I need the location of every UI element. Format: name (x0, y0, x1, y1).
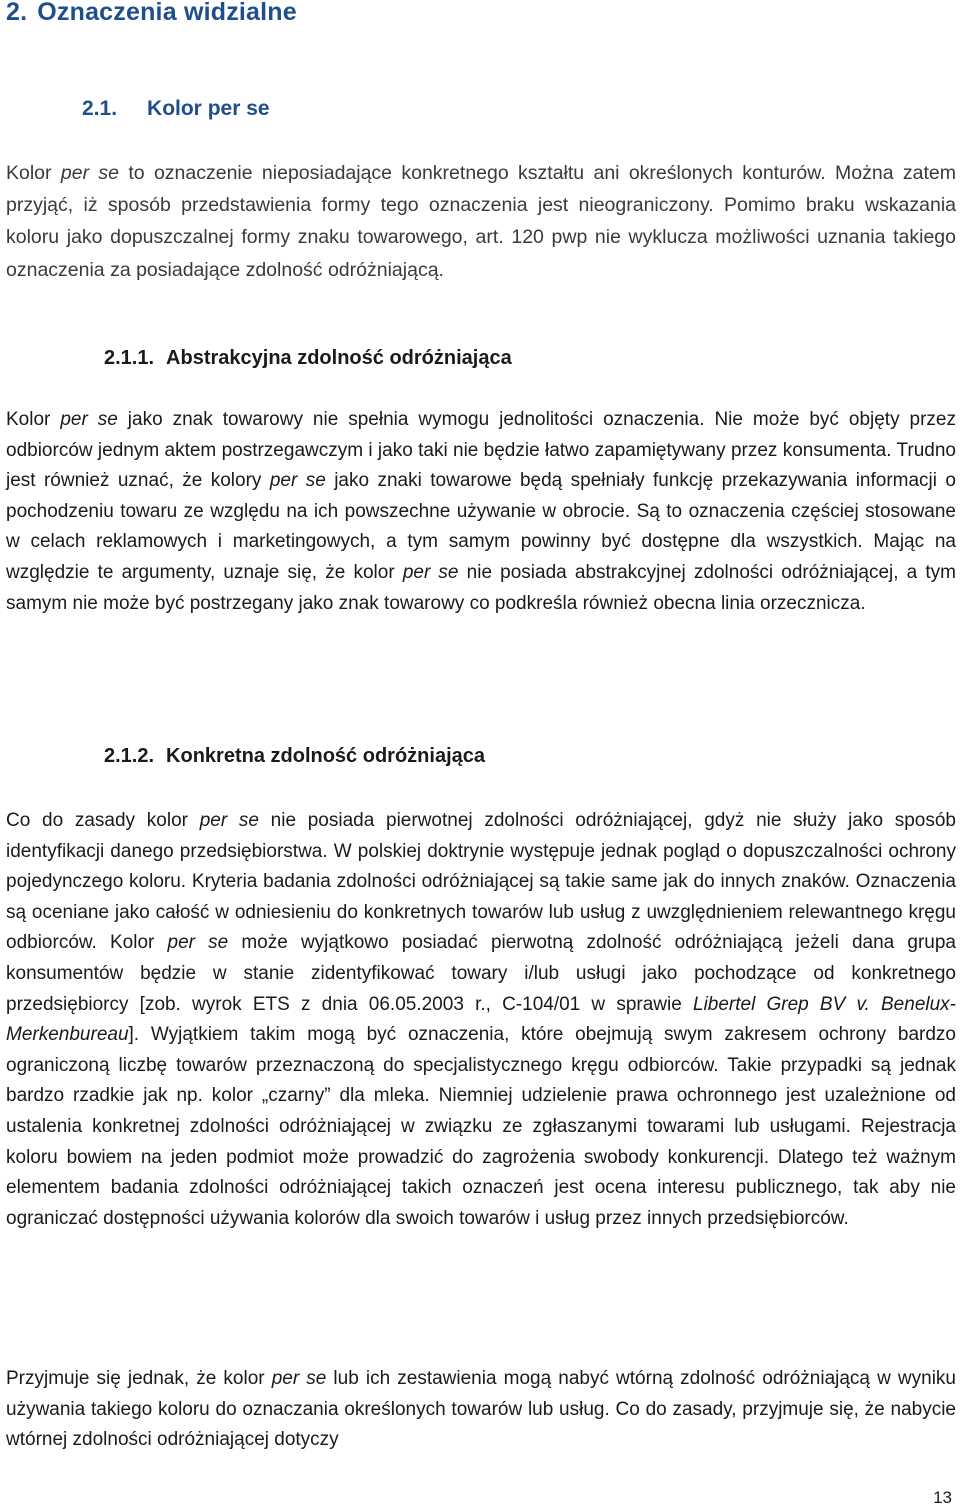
subsubsection-heading-1 (104, 347, 512, 370)
italic-run: per se (269, 470, 326, 492)
subsubsection-number: 2.1.2. (104, 745, 155, 767)
text-run: Kolor (6, 162, 61, 184)
subsection-number: 2.1. (82, 97, 118, 120)
text-run: może wyjątkowo posiadać pierwotną zdolność odróżniającą jeżeli dana grupa konsumentów będzie w stanie zidentyfikować towary i/lub usługi jako pochodzące od konkretnego przedsiębiorcy [zob. wyrok ETS z dnia 06.05.2003 r., C-104/01 w sprawie (6, 932, 956, 1015)
abstract-distinctiveness-paragraph (6, 405, 956, 619)
concrete-distinctiveness-paragraph (6, 806, 956, 1234)
italic-run: per se (60, 162, 119, 184)
text-run: Co do zasady kolor (6, 810, 200, 831)
subsection-heading (82, 97, 270, 121)
text-run: to oznaczenie nieposiadające konkretnego kształtu ani określonych konturów. Można zatem przyjąć, iż sposób przedstawienia formy tego oznaczenia jest nieograniczony. Pomimo braku wskazania koloru jako dopuszczalnej formy znaku towarowego, art. 120 pwp nie wyklucza możliwości uznania takiego oznaczenia za posiadające zdolność odróżniającą. (6, 162, 957, 281)
italic-run: Libertel Grep BV v. Benelux-Merkenbureau (6, 993, 956, 1046)
subsection-title: Kolor per se (147, 97, 270, 120)
italic-run: per se (167, 932, 229, 954)
intro-paragraph (6, 157, 956, 286)
text-run: jako znaki towarowe będą spełniały funkcję przekazywania informacji o pochodzeniu towaru ze względu na ich powszechne używanie w obrocie. Są to oznaczenia częściej stosowane w celach reklamowych i marketingowych, a tym samym powinny być dostępne dla wszystkich. Mając na względzie te argumenty, uznaje się, że kolor (6, 470, 956, 583)
text-run: lub ich zestawienia mogą nabyć wtórną zdolność odróżniającą w wyniku używania takiego koloru do oznaczania określonych towarów lub usług. Co do zasady, przyjmuje się, że nabycie wtórnej zdolności odróżniającej dotyczy (6, 1368, 956, 1451)
italic-run: per se (402, 561, 459, 583)
section-heading (6, 0, 297, 27)
text-run: ]. Wyjątkiem takim mogą być oznaczenia, które obejmują swym zakresem ochrony bardzo ograniczoną liczbę towarów przeznaczoną do specjalistycznego kręgu odbiorców. Takie przypadki są jednak bardzo rzadkie jak np. kolor „czarny” dla mleka. Niemniej udzielenie prawa ochronnego jest uzależnione od ustalenia konkretnej zdolności odróżniającej w związku ze zgłaszanymi towarami lub usługami. Rejestracja koloru bowiem na jeden podmiot może prowadzić do zagrożenia swobody konkurencji. Dlatego też ważnym elementem badania zdolności odróżniającej takich oznaczeń jest ocena interesu publicznego, tak aby nie ograniczać dostępności używania kolorów dla swoich towarów i usług przez innych przedsiębiorców. (6, 1024, 956, 1229)
text-run: Kolor (6, 409, 61, 430)
italic-run: per se (271, 1368, 327, 1389)
subsubsection-heading-2 (104, 745, 485, 768)
text-run: nie posiada abstrakcyjnej zdolności odróżniającej, a tym samym nie może być postrzegany jako znak towarowy co podkreśla również obecna linia orzecznicza. (6, 561, 956, 614)
text-run: jako znak towarowy nie spełnia wymogu jednolitości oznaczenia. Nie może być objęty przez odbiorców jednym aktem postrzegawczym i jako taki nie będzie łatwo zapamiętywany przez konsumenta. Trudno jest również uznać, że kolory (6, 409, 956, 492)
subsubsection-number: 2.1.1. (104, 347, 155, 369)
page-number: 13 (933, 1488, 952, 1507)
secondary-distinctiveness-paragraph (6, 1364, 956, 1456)
text-run: Przyjmuje się jednak, że kolor (6, 1368, 272, 1389)
section-number: 2. (6, 0, 28, 26)
subsubsection-title: Abstrakcyjna zdolność odróżniająca (166, 347, 512, 369)
text-run: nie posiada pierwotnej zdolności odróżniającej, gdyż nie służy jako sposób identyfikacji danego przedsiębiorstwa. W polskiej doktrynie występuje jednak pogląd o dopuszczalności ochrony pojedynczego koloru. Kryteria badania zdolności odróżniającej są takie same jak do innych znaków. Oznaczenia są oceniane jako całość w odniesieniu do konkretnych towarów lub usług z uwzględnieniem relewantnego kręgu odbiorców. Kolor (6, 810, 956, 954)
section-title: Oznaczenia widzialne (37, 0, 297, 26)
subsubsection-title: Konkretna zdolność odróżniająca (166, 745, 485, 767)
italic-run: per se (199, 810, 259, 831)
italic-run: per se (60, 409, 118, 430)
